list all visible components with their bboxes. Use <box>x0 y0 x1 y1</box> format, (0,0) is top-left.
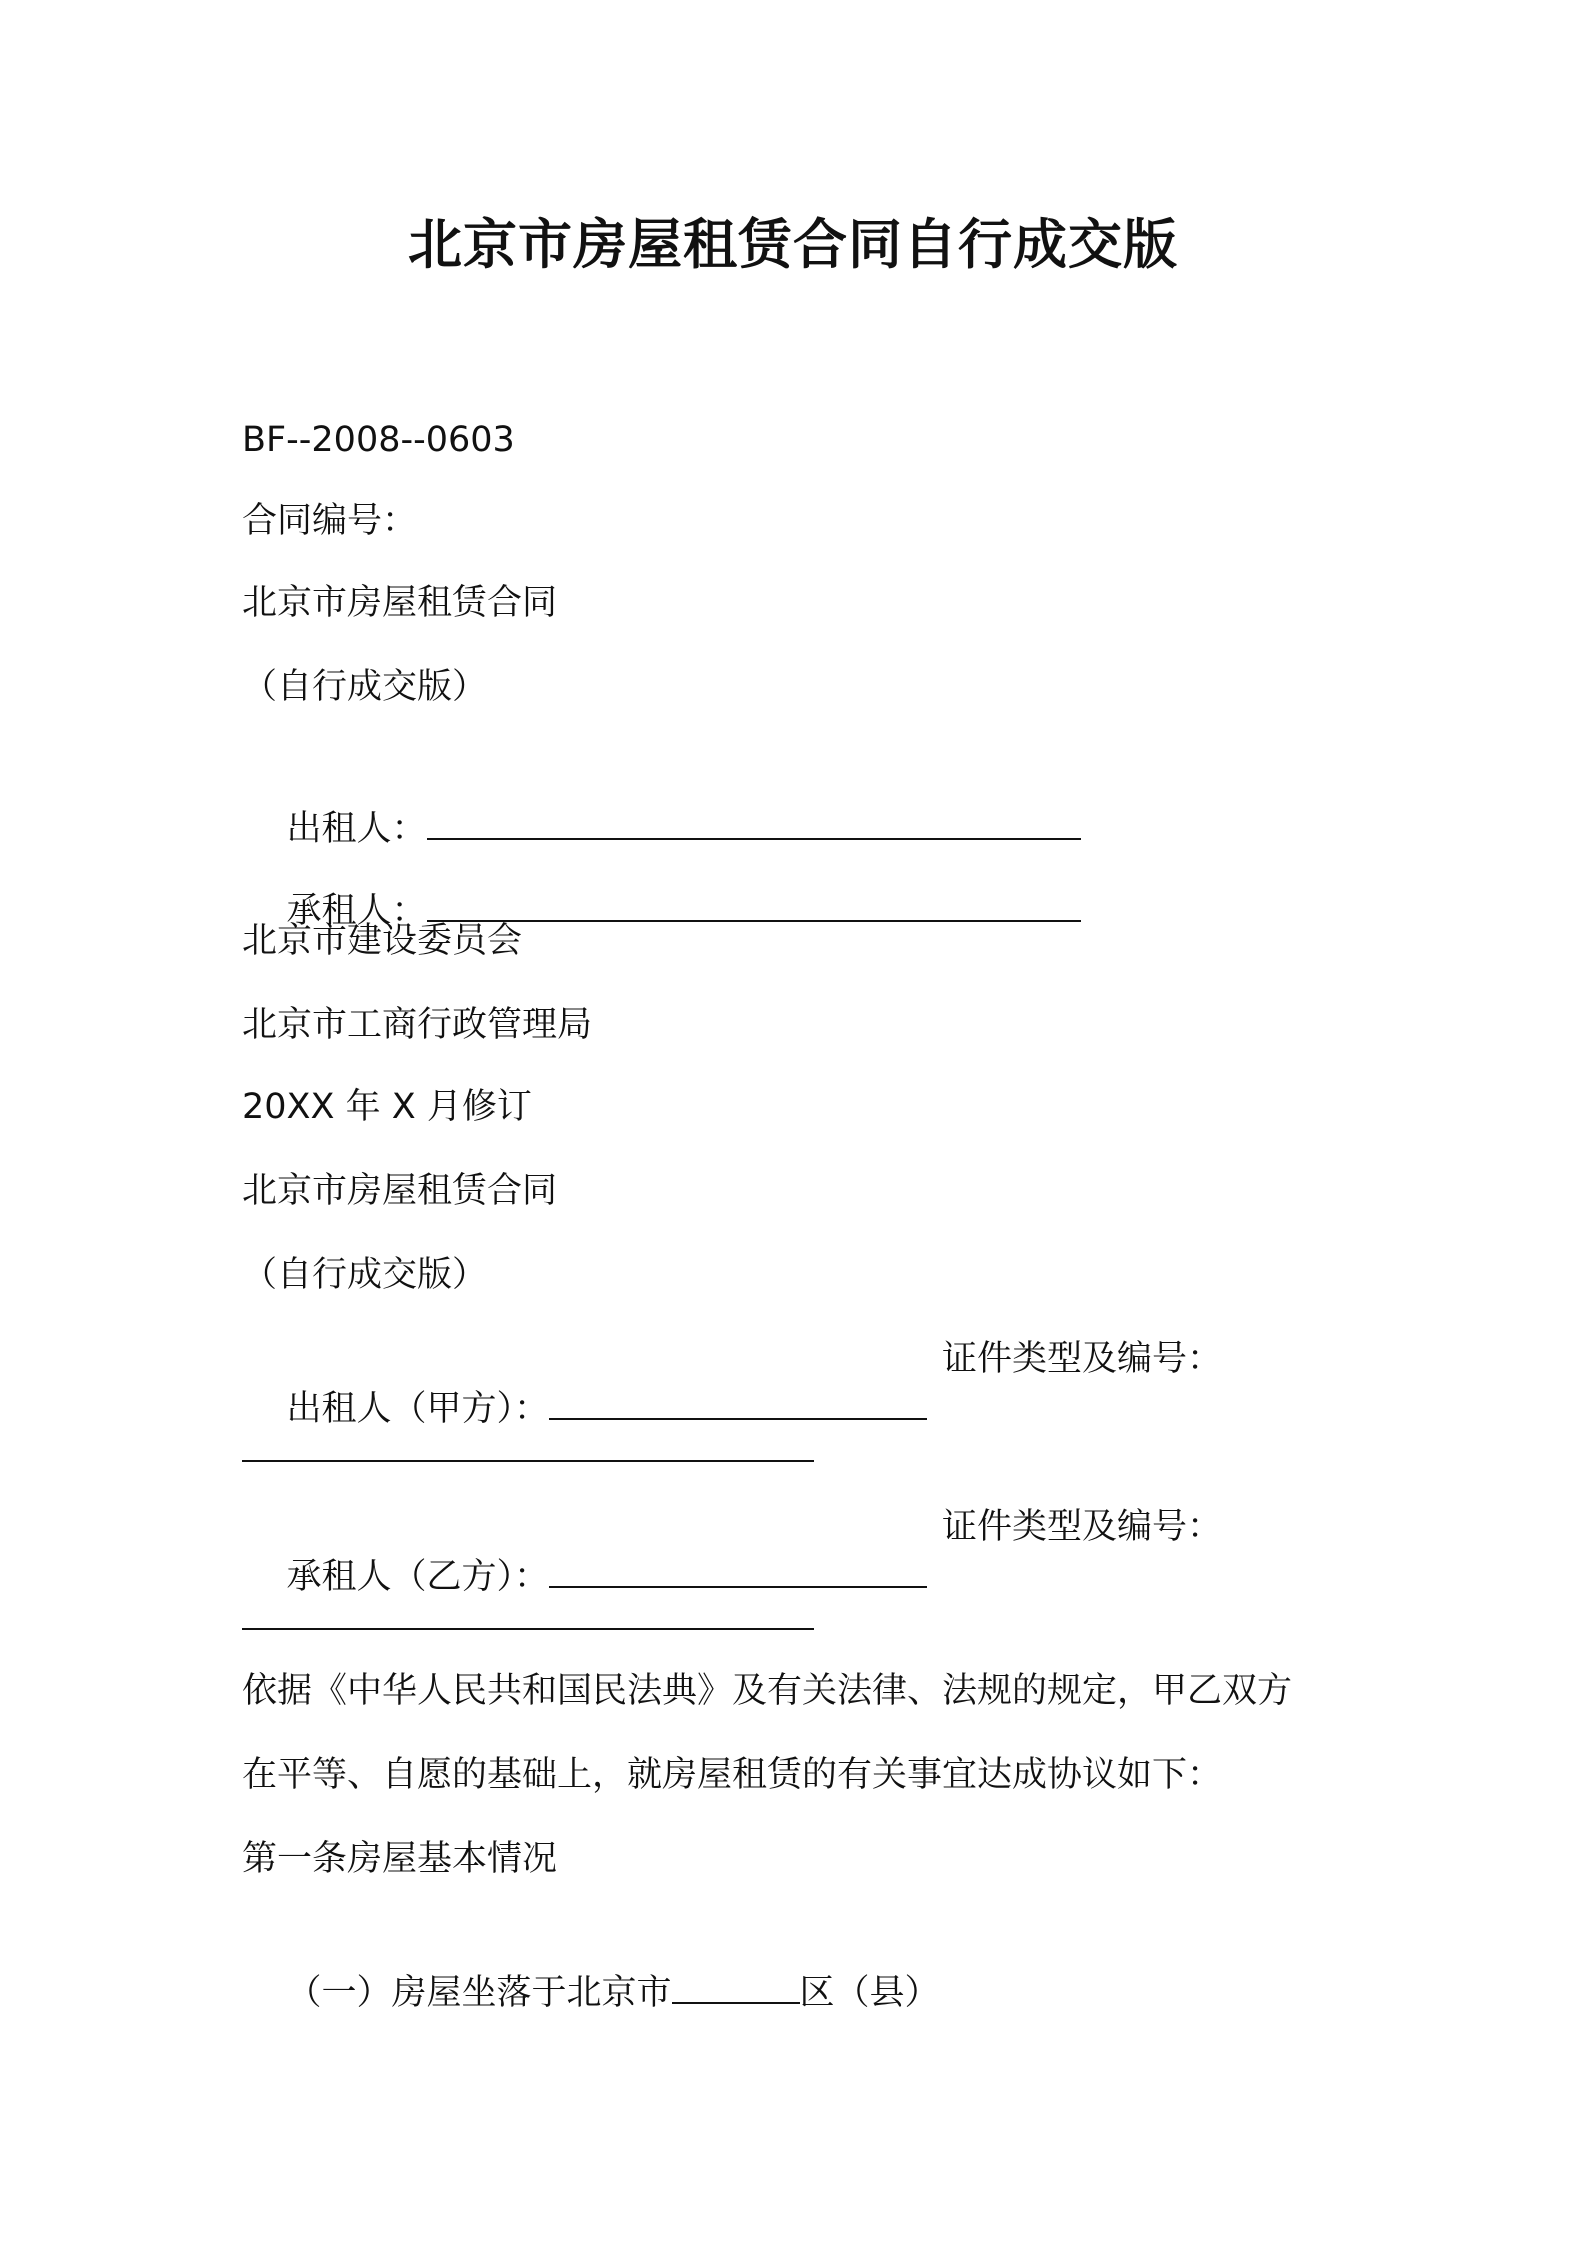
party-b-id-label: 证件类型及编号： <box>942 1507 1223 1547</box>
party-b-label: 承租人（乙方）： <box>286 1557 550 1597</box>
preamble-line-2: 在平等、自愿的基础上，就房屋租赁的有关事宜达成协议如下： <box>242 1755 1223 1795</box>
party-b-id-blank[interactable] <box>242 1628 814 1630</box>
document-title: 北京市房屋租赁合同自行成交版 <box>408 213 1178 276</box>
document-code: BF--2008--0603 <box>242 420 515 460</box>
cover-subtitle: （自行成交版） <box>242 667 488 707</box>
lessor-label: 出租人： <box>286 809 427 849</box>
party-a-label: 出租人（甲方）： <box>286 1389 550 1429</box>
revision-date: 20XX 年 X 月修订 <box>242 1087 532 1127</box>
issuer-2: 北京市工商行政管理局 <box>242 1005 593 1045</box>
clause-1-line <box>242 1918 940 2068</box>
clause-1-suffix: 区（县） <box>799 1973 940 2013</box>
clause-1-prefix: （一）房屋坐落于北京市 <box>286 1973 672 2013</box>
party-a-id-blank[interactable] <box>242 1460 814 1462</box>
article-1-heading: 第一条房屋基本情况 <box>242 1839 558 1879</box>
lessor-blank[interactable] <box>427 804 1081 840</box>
party-a-blank[interactable] <box>549 1384 927 1420</box>
body-subtitle: （自行成交版） <box>242 1255 488 1295</box>
issuer-1: 北京市建设委员会 <box>242 921 523 961</box>
lessee-label: 承租人： <box>286 891 427 931</box>
contract-number-label: 合同编号： <box>242 501 418 541</box>
preamble-line-1: 依据《中华人民共和国民法典》及有关法律、法规的规定，甲乙双方 <box>242 1671 1293 1711</box>
party-a-id-label: 证件类型及编号： <box>942 1339 1223 1379</box>
party-b-blank[interactable] <box>549 1552 927 1588</box>
body-title: 北京市房屋租赁合同 <box>242 1171 558 1211</box>
cover-title: 北京市房屋租赁合同 <box>242 583 558 623</box>
district-blank[interactable] <box>672 1968 800 2004</box>
lessee-blank[interactable] <box>427 886 1081 922</box>
